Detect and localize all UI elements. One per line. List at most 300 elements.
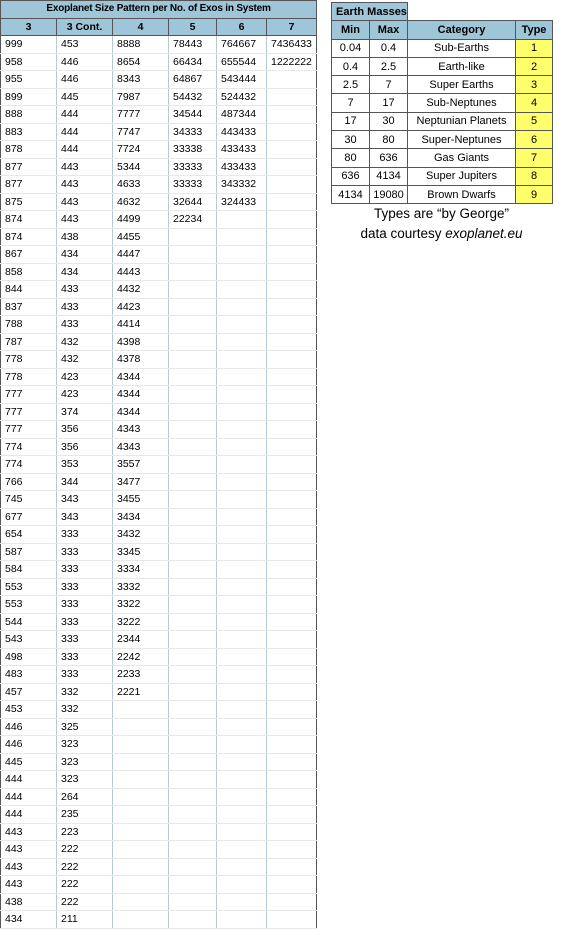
- col-3-cell: 774: [1, 438, 57, 456]
- col-5-cell: [169, 788, 217, 806]
- col-3-cont-cell: 423: [57, 368, 113, 386]
- col-4-cell: 8888: [113, 36, 169, 54]
- col-5-cell: 54432: [169, 88, 217, 106]
- col-5-cell: [169, 753, 217, 771]
- col-6-cell: [217, 456, 267, 474]
- table-row: [1, 228, 317, 246]
- col-7-cell: [267, 176, 317, 194]
- col-3-cont-cell: 333: [57, 596, 113, 614]
- col-7-cell: [267, 753, 317, 771]
- col-4-cell: 3477: [113, 473, 169, 491]
- col-6-cell: [217, 316, 267, 334]
- types-note: Types are “by George”: [373, 206, 510, 221]
- min-cell: 7: [332, 94, 370, 112]
- min-cell: 0.4: [332, 57, 370, 75]
- col-4-cell: 7747: [113, 123, 169, 141]
- col-6-cell: [217, 631, 267, 649]
- col-3-cont-cell: 445: [57, 88, 113, 106]
- table-row: [1, 176, 317, 194]
- col-4-cell: 3557: [113, 456, 169, 474]
- col-4-cell: 4633: [113, 176, 169, 194]
- col-3-cell: 543: [1, 631, 57, 649]
- col-4-cell: [113, 753, 169, 771]
- type-cell: 6: [516, 131, 553, 149]
- col-3-cont-cell: 222: [57, 893, 113, 911]
- col-3-cell: 446: [1, 718, 57, 736]
- col-7-cell: [267, 911, 317, 929]
- col-4-cell: 4344: [113, 403, 169, 421]
- col-3-cell: 457: [1, 683, 57, 701]
- type-cell: 8: [516, 167, 553, 185]
- col-3-cell: 787: [1, 333, 57, 351]
- col-3-cont-cell: 438: [57, 228, 113, 246]
- col-4-cell: [113, 911, 169, 929]
- header-7: 7: [267, 18, 317, 36]
- col-5-cell: [169, 683, 217, 701]
- header-3-cont: 3 Cont.: [57, 18, 113, 36]
- table-row: [1, 246, 317, 264]
- col-3-cell: 498: [1, 648, 57, 666]
- col-4-cell: 3222: [113, 613, 169, 631]
- col-6-cell: [217, 508, 267, 526]
- col-5-cell: 33338: [169, 141, 217, 159]
- min-cell: 30: [332, 131, 370, 149]
- col-5-cell: [169, 543, 217, 561]
- col-3-cell: 654: [1, 526, 57, 544]
- table-row: [1, 53, 317, 71]
- source-prefix: data courtesy: [360, 226, 446, 241]
- col-3-cell: 778: [1, 351, 57, 369]
- header-category: Category: [408, 21, 516, 39]
- col-7-cell: [267, 561, 317, 579]
- table-row: [1, 893, 317, 911]
- col-3-cont-cell: 356: [57, 421, 113, 439]
- col-6-cell: [217, 771, 267, 789]
- col-3-cont-cell: 443: [57, 193, 113, 211]
- max-cell: 30: [370, 112, 408, 130]
- table-row: [1, 316, 317, 334]
- col-7-cell: [267, 351, 317, 369]
- table-row: [1, 718, 317, 736]
- col-6-cell: 324433: [217, 193, 267, 211]
- col-4-cell: 5344: [113, 158, 169, 176]
- header-type: Type: [516, 21, 553, 39]
- col-4-cell: 3345: [113, 543, 169, 561]
- col-3-cell: 438: [1, 893, 57, 911]
- col-3-cont-cell: 443: [57, 211, 113, 229]
- col-6-cell: [217, 701, 267, 719]
- col-5-cell: [169, 333, 217, 351]
- table-row: [1, 141, 317, 159]
- col-3-cell: 443: [1, 876, 57, 894]
- col-3-cell: 875: [1, 193, 57, 211]
- col-5-cell: 33333: [169, 158, 217, 176]
- col-5-cell: [169, 438, 217, 456]
- col-6-cell: 655544: [217, 53, 267, 71]
- col-6-cell: [217, 736, 267, 754]
- col-7-cell: [267, 893, 317, 911]
- table-row: [1, 701, 317, 719]
- col-5-cell: [169, 351, 217, 369]
- col-7-cell: [267, 648, 317, 666]
- table-row: [1, 613, 317, 631]
- col-3-cell: 777: [1, 386, 57, 404]
- table-row: [1, 211, 317, 229]
- col-3-cell: 877: [1, 158, 57, 176]
- col-6-cell: [217, 893, 267, 911]
- col-4-cell: 4447: [113, 246, 169, 264]
- col-5-cell: [169, 491, 217, 509]
- col-7-cell: [267, 71, 317, 89]
- col-6-cell: [217, 683, 267, 701]
- max-cell: 4134: [370, 167, 408, 185]
- col-4-cell: [113, 876, 169, 894]
- col-3-cont-cell: 325: [57, 718, 113, 736]
- col-5-cell: 33333: [169, 176, 217, 194]
- table-row: [1, 473, 317, 491]
- col-7-cell: [267, 526, 317, 544]
- col-3-cont-cell: 444: [57, 106, 113, 124]
- col-4-cell: 2242: [113, 648, 169, 666]
- col-5-cell: 34544: [169, 106, 217, 124]
- table-row: [1, 578, 317, 596]
- table-row: [1, 158, 317, 176]
- col-3-cont-cell: 333: [57, 648, 113, 666]
- col-3-cont-cell: 333: [57, 613, 113, 631]
- col-4-cell: [113, 823, 169, 841]
- col-5-cell: [169, 508, 217, 526]
- table-row: [1, 368, 317, 386]
- col-5-cell: [169, 736, 217, 754]
- col-3-cont-cell: 374: [57, 403, 113, 421]
- type-cell: 1: [516, 39, 553, 57]
- col-7-cell: [267, 123, 317, 141]
- col-3-cell: 587: [1, 543, 57, 561]
- col-3-cont-cell: 432: [57, 333, 113, 351]
- col-7-cell: [267, 368, 317, 386]
- col-4-cell: 4499: [113, 211, 169, 229]
- col-3-cont-cell: 333: [57, 543, 113, 561]
- col-7-cell: [267, 491, 317, 509]
- col-3-cont-cell: 453: [57, 36, 113, 54]
- col-7-cell: [267, 771, 317, 789]
- col-6-cell: [217, 666, 267, 684]
- col-4-cell: 8654: [113, 53, 169, 71]
- col-5-cell: [169, 386, 217, 404]
- col-4-cell: 4344: [113, 386, 169, 404]
- table-row: [332, 57, 553, 75]
- col-7-cell: [267, 298, 317, 316]
- col-5-cell: [169, 911, 217, 929]
- col-3-cell: 899: [1, 88, 57, 106]
- col-6-cell: [217, 473, 267, 491]
- col-6-cell: [217, 351, 267, 369]
- col-5-cell: [169, 561, 217, 579]
- header-6: 6: [217, 18, 267, 36]
- col-3-cell: 553: [1, 578, 57, 596]
- table-row: [1, 508, 317, 526]
- col-6-cell: [217, 263, 267, 281]
- col-3-cont-cell: 333: [57, 631, 113, 649]
- category-cell: Earth-like: [408, 57, 516, 75]
- col-6-cell: [217, 648, 267, 666]
- col-3-cell: 874: [1, 211, 57, 229]
- col-7-cell: 1222222: [267, 53, 317, 71]
- col-4-cell: 4398: [113, 333, 169, 351]
- left-table-body: [1, 36, 317, 929]
- col-7-cell: [267, 316, 317, 334]
- col-6-cell: 433433: [217, 141, 267, 159]
- col-7-cell: [267, 403, 317, 421]
- col-5-cell: 34333: [169, 123, 217, 141]
- col-3-cell: 544: [1, 613, 57, 631]
- table-row: [1, 858, 317, 876]
- col-4-cell: [113, 893, 169, 911]
- col-6-cell: [217, 578, 267, 596]
- col-6-cell: [217, 823, 267, 841]
- col-3-cell: 443: [1, 823, 57, 841]
- col-3-cont-cell: 433: [57, 281, 113, 299]
- col-3-cont-cell: 423: [57, 386, 113, 404]
- table-row: [1, 88, 317, 106]
- col-4-cell: 3334: [113, 561, 169, 579]
- col-3-cont-cell: 443: [57, 176, 113, 194]
- col-5-cell: [169, 876, 217, 894]
- col-3-cell: 745: [1, 491, 57, 509]
- col-6-cell: [217, 211, 267, 229]
- col-7-cell: [267, 631, 317, 649]
- col-7-cell: [267, 473, 317, 491]
- col-6-cell: [217, 333, 267, 351]
- col-6-cell: 487344: [217, 106, 267, 124]
- col-5-cell: [169, 421, 217, 439]
- col-4-cell: 4344: [113, 368, 169, 386]
- col-6-cell: [217, 298, 267, 316]
- category-cell: Sub-Neptunes: [408, 94, 516, 112]
- table-row: [332, 112, 553, 130]
- col-3-cell: 766: [1, 473, 57, 491]
- col-6-cell: [217, 788, 267, 806]
- category-cell: Sub-Earths: [408, 39, 516, 57]
- col-6-cell: [217, 386, 267, 404]
- col-7-cell: [267, 211, 317, 229]
- col-4-cell: [113, 701, 169, 719]
- header-min: Min: [332, 21, 370, 39]
- col-3-cell: 483: [1, 666, 57, 684]
- table-row: [1, 631, 317, 649]
- col-7-cell: [267, 666, 317, 684]
- col-4-cell: 4455: [113, 228, 169, 246]
- col-5-cell: [169, 403, 217, 421]
- max-cell: 17: [370, 94, 408, 112]
- col-7-cell: [267, 788, 317, 806]
- col-7-cell: [267, 438, 317, 456]
- col-4-cell: [113, 736, 169, 754]
- min-cell: 80: [332, 149, 370, 167]
- col-7-cell: [267, 683, 317, 701]
- col-3-cell: 443: [1, 841, 57, 859]
- col-3-cell: 788: [1, 316, 57, 334]
- col-6-cell: [217, 596, 267, 614]
- table-row: [332, 167, 553, 185]
- table-row: [1, 648, 317, 666]
- col-6-cell: [217, 718, 267, 736]
- col-4-cell: 4343: [113, 421, 169, 439]
- col-3-cell: 837: [1, 298, 57, 316]
- type-cell: 4: [516, 94, 553, 112]
- col-3-cell: 883: [1, 123, 57, 141]
- table-row: [1, 526, 317, 544]
- col-3-cont-cell: 222: [57, 841, 113, 859]
- col-3-cont-cell: 223: [57, 823, 113, 841]
- col-4-cell: 3455: [113, 491, 169, 509]
- table-row: [332, 149, 553, 167]
- table-row: [1, 351, 317, 369]
- table-row: [1, 876, 317, 894]
- col-5-cell: [169, 893, 217, 911]
- col-3-cell: 955: [1, 71, 57, 89]
- col-7-cell: [267, 106, 317, 124]
- col-4-cell: 3322: [113, 596, 169, 614]
- col-6-cell: [217, 438, 267, 456]
- type-cell: 5: [516, 112, 553, 130]
- col-4-cell: [113, 771, 169, 789]
- col-7-cell: [267, 158, 317, 176]
- col-3-cont-cell: 446: [57, 71, 113, 89]
- col-7-cell: [267, 141, 317, 159]
- table-row: [1, 736, 317, 754]
- col-6-cell: [217, 911, 267, 929]
- col-4-cell: 3432: [113, 526, 169, 544]
- col-5-cell: [169, 578, 217, 596]
- col-5-cell: 78443: [169, 36, 217, 54]
- col-6-cell: [217, 228, 267, 246]
- min-cell: 17: [332, 112, 370, 130]
- col-3-cell: 444: [1, 788, 57, 806]
- col-3-cont-cell: 444: [57, 141, 113, 159]
- col-3-cell: 877: [1, 176, 57, 194]
- col-7-cell: [267, 806, 317, 824]
- col-3-cell: 446: [1, 736, 57, 754]
- max-cell: 2.5: [370, 57, 408, 75]
- header-4: 4: [113, 18, 169, 36]
- min-cell: 636: [332, 167, 370, 185]
- col-5-cell: [169, 368, 217, 386]
- col-5-cell: [169, 298, 217, 316]
- col-5-cell: [169, 631, 217, 649]
- max-cell: 7: [370, 76, 408, 94]
- col-7-cell: [267, 508, 317, 526]
- col-4-cell: 4423: [113, 298, 169, 316]
- col-4-cell: 4432: [113, 281, 169, 299]
- table-row: [1, 298, 317, 316]
- col-6-cell: 543444: [217, 71, 267, 89]
- header-3: 3: [1, 18, 57, 36]
- header-5: 5: [169, 18, 217, 36]
- table-row: [1, 823, 317, 841]
- col-3-cont-cell: 353: [57, 456, 113, 474]
- max-cell: 636: [370, 149, 408, 167]
- col-3-cont-cell: 356: [57, 438, 113, 456]
- col-7-cell: [267, 263, 317, 281]
- col-5-cell: 64867: [169, 71, 217, 89]
- category-cell: Neptunian Planets: [408, 112, 516, 130]
- col-6-cell: [217, 806, 267, 824]
- col-3-cell: 777: [1, 421, 57, 439]
- col-7-cell: [267, 281, 317, 299]
- col-6-cell: [217, 613, 267, 631]
- col-3-cell: 774: [1, 456, 57, 474]
- table-row: [1, 386, 317, 404]
- earth-masses-body: [332, 39, 553, 204]
- min-cell: 2.5: [332, 76, 370, 94]
- col-6-cell: 764667: [217, 36, 267, 54]
- col-6-cell: [217, 753, 267, 771]
- col-7-cell: [267, 421, 317, 439]
- col-7-cell: [267, 578, 317, 596]
- category-cell: Brown Dwarfs: [408, 185, 516, 203]
- col-4-cell: [113, 858, 169, 876]
- table-row: [1, 788, 317, 806]
- source-name: exoplanet.eu: [445, 226, 523, 241]
- col-3-cont-cell: 211: [57, 911, 113, 929]
- col-6-cell: [217, 561, 267, 579]
- col-6-cell: [217, 543, 267, 561]
- col-4-cell: 7987: [113, 88, 169, 106]
- col-6-cell: [217, 421, 267, 439]
- col-5-cell: 22234: [169, 211, 217, 229]
- col-7-cell: [267, 543, 317, 561]
- col-5-cell: [169, 456, 217, 474]
- col-6-cell: [217, 246, 267, 264]
- col-7-cell: [267, 701, 317, 719]
- col-6-cell: [217, 876, 267, 894]
- source-note: [331, 226, 552, 241]
- earth-masses-title: Earth Masses: [332, 3, 408, 21]
- col-3-cont-cell: 433: [57, 316, 113, 334]
- type-cell: 2: [516, 57, 553, 75]
- col-4-cell: 4632: [113, 193, 169, 211]
- col-3-cont-cell: 443: [57, 158, 113, 176]
- col-4-cell: 7724: [113, 141, 169, 159]
- col-3-cont-cell: 333: [57, 666, 113, 684]
- col-5-cell: [169, 596, 217, 614]
- col-4-cell: 2344: [113, 631, 169, 649]
- col-5-cell: [169, 316, 217, 334]
- table-row: [1, 193, 317, 211]
- col-3-cont-cell: 432: [57, 351, 113, 369]
- table-row: [1, 263, 317, 281]
- table-row: [332, 76, 553, 94]
- col-4-cell: 4414: [113, 316, 169, 334]
- col-3-cell: 878: [1, 141, 57, 159]
- col-6-cell: [217, 368, 267, 386]
- col-3-cont-cell: 433: [57, 298, 113, 316]
- col-7-cell: [267, 613, 317, 631]
- col-4-cell: [113, 841, 169, 859]
- col-4-cell: 4343: [113, 438, 169, 456]
- col-7-cell: [267, 823, 317, 841]
- col-7-cell: [267, 88, 317, 106]
- col-5-cell: [169, 246, 217, 264]
- min-cell: 4134: [332, 185, 370, 203]
- col-6-cell: [217, 403, 267, 421]
- col-3-cell: 677: [1, 508, 57, 526]
- col-3-cell: 874: [1, 228, 57, 246]
- col-7-cell: [267, 736, 317, 754]
- col-3-cell: 777: [1, 403, 57, 421]
- table-row: [1, 123, 317, 141]
